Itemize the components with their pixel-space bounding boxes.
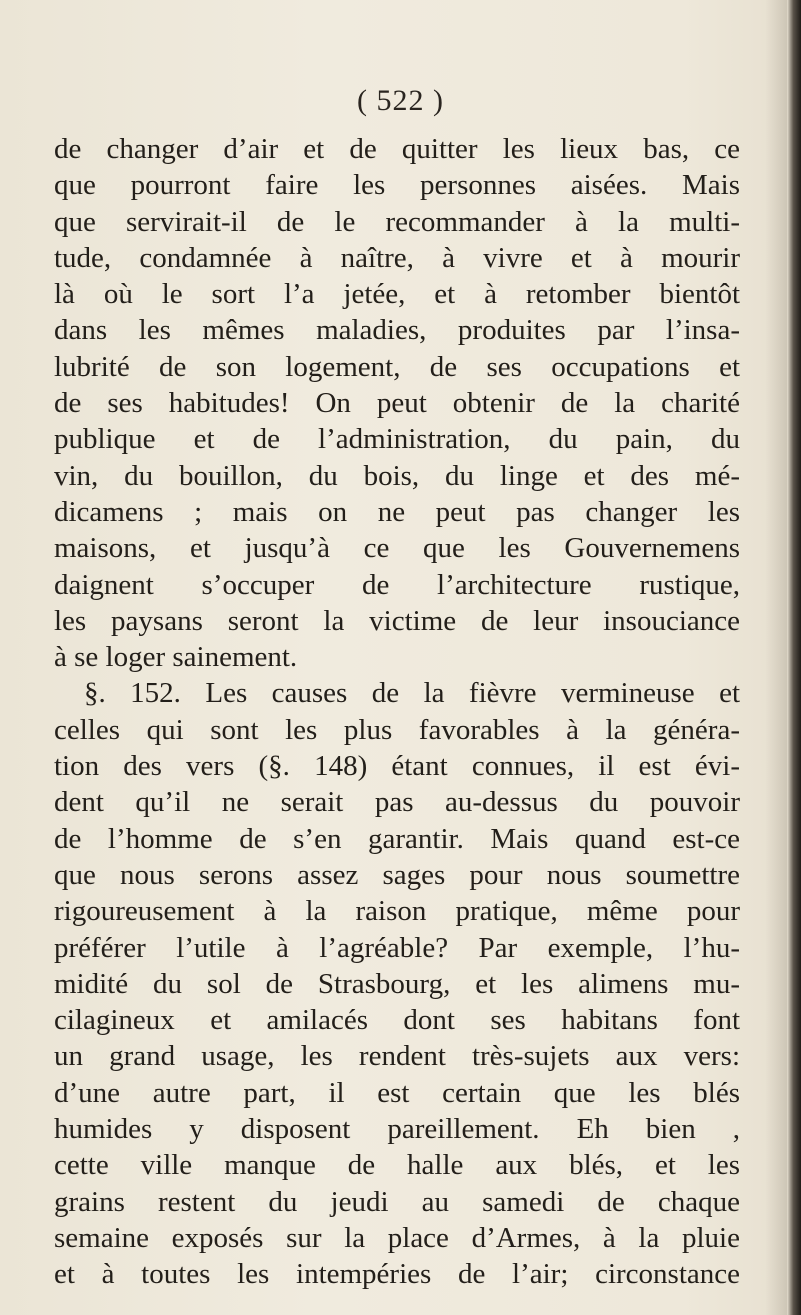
text-line: semaine exposés sur la place d’Armes, à la pluie — [54, 1221, 740, 1254]
text-line: rigoureusement à la raison pratique, même pour — [54, 895, 740, 928]
body-text — [54, 131, 740, 1293]
text-line: là où le sort l’a jetée, et à retomber bientôt — [54, 278, 740, 311]
text-line: un grand usage, les rendent très-sujets aux vers: — [54, 1040, 740, 1073]
text-line: que pourront faire les personnes aisées. Mais — [54, 169, 740, 202]
text-line: dent qu’il ne serait pas au-dessus du pouvoir — [54, 786, 740, 819]
text-line: d’une autre part, il est certain que les blés — [54, 1076, 740, 1109]
text-line: préférer l’utile à l’agréable? Par exemple, l’hu- — [54, 931, 740, 964]
text-line: daignent s’occuper de l’architecture rustique, — [54, 568, 740, 601]
text-line: vin, du bouillon, du bois, du linge et des mé- — [54, 459, 740, 492]
text-line: humides y disposent pareillement. Eh bien , — [54, 1113, 740, 1146]
text-line: cette ville manque de halle aux blés, et les — [54, 1149, 740, 1182]
text-line: de l’homme de s’en garantir. Mais quand est-ce — [54, 822, 740, 855]
text-line: lubrité de son logement, de ses occupations et — [54, 350, 740, 383]
binding-edge — [787, 0, 801, 1315]
text-line: que servirait-il de le recommander à la multi- — [54, 205, 740, 238]
text-line: dans les mêmes maladies, produites par l’insa- — [54, 314, 740, 347]
text-line: cilagineux et amilacés dont ses habitans font — [54, 1004, 740, 1037]
page-number: ( 522 ) — [357, 84, 444, 117]
text-line: publique et de l’administration, du pain, du — [54, 423, 740, 456]
text-line: dicamens ; mais on ne peut pas changer les — [54, 495, 740, 528]
text-line: celles qui sont les plus favorables à la généra- — [54, 713, 740, 746]
text-line: grains restent du jeudi au samedi de chaque — [54, 1185, 740, 1218]
text-line: les paysans seront la victime de leur insouciance — [54, 604, 740, 637]
binding-shadow — [765, 0, 787, 1315]
text-line: et à toutes les intempéries de l’air; circonstance — [54, 1258, 740, 1291]
text-line: maisons, et jusqu’à ce que les Gouvernemens — [54, 532, 740, 565]
paragraph-end-line: à se loger sainement. — [54, 641, 298, 674]
text-line: de ses habitudes! On peut obtenir de la charité — [54, 387, 740, 420]
text-line: de changer d’air et de quitter les lieux bas, ce — [54, 133, 740, 165]
section-start-line: §. 152. Les causes de la fièvre vermineuse et — [84, 677, 740, 710]
text-line: midité du sol de Strasbourg, et les alimens mu- — [54, 967, 740, 1000]
text-line: tude, condamnée à naître, à vivre et à mourir — [54, 241, 740, 274]
text-line: que nous serons assez sages pour nous soumettre — [54, 858, 740, 891]
text-line: tion des vers (§. 148) étant connues, il est évi- — [54, 750, 740, 783]
